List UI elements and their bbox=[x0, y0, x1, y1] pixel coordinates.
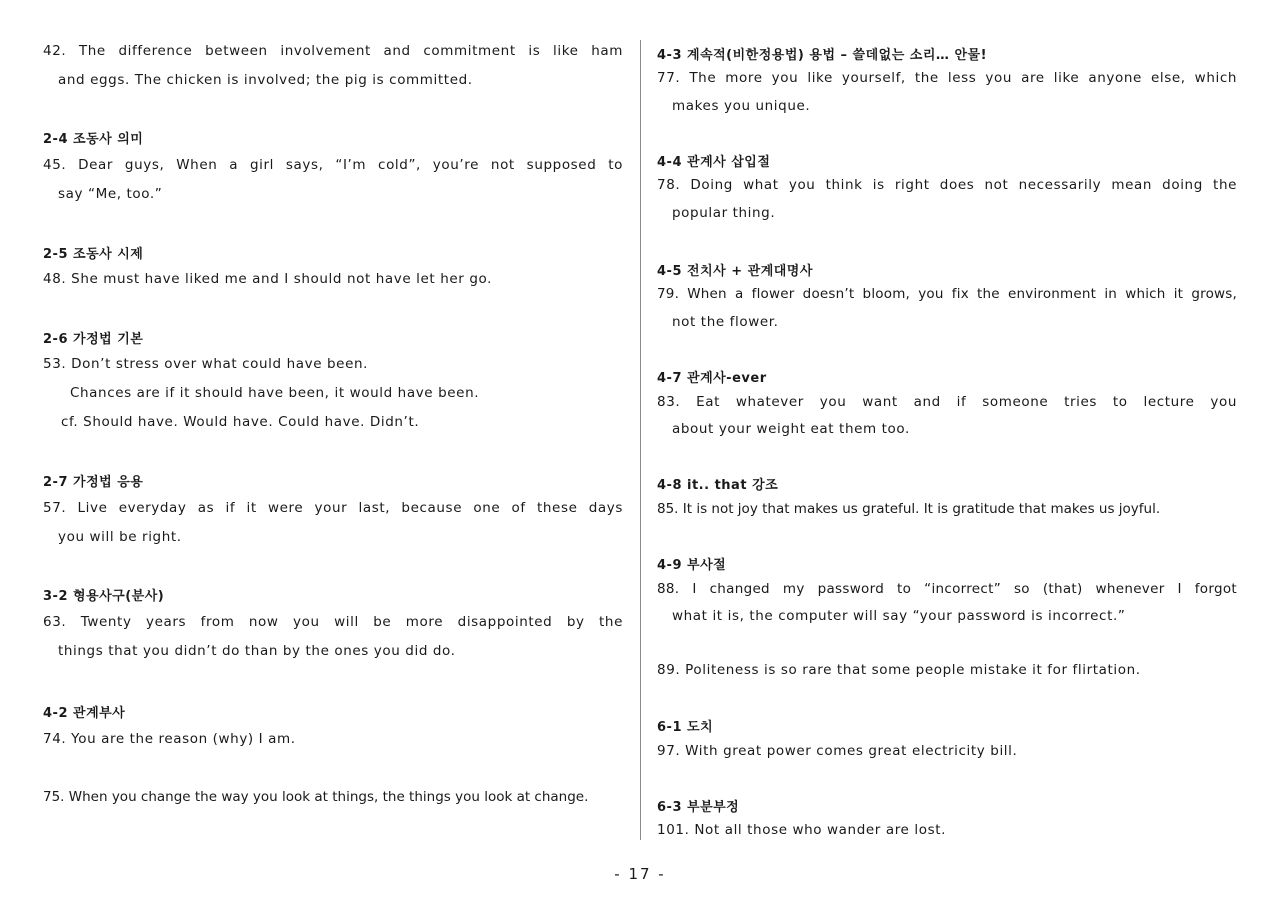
sentence-79-line-2: not the flower. bbox=[672, 314, 779, 330]
sentence-77-line-2: makes you unique. bbox=[672, 98, 811, 114]
sentence-83-line-1: 83. Eat whatever you want and if someone tries to lecture you bbox=[657, 394, 1237, 410]
sentence-97: 97. With great power comes great electricity bill. bbox=[657, 743, 1018, 759]
sentence-63-line-1: 63. Twenty years from now you will be more disappointed by the bbox=[43, 614, 623, 630]
section-heading-4-5: 4-5 전치사 + 관계대명사 bbox=[657, 264, 813, 279]
sentence-57-line-2: you will be right. bbox=[58, 529, 182, 545]
sentence-74: 74. You are the reason (why) I am. bbox=[43, 731, 296, 747]
column-divider bbox=[640, 40, 641, 840]
sentence-88-line-1: 88. I changed my password to “incorrect” so (that) whenever I forgot bbox=[657, 581, 1237, 597]
section-heading-3-2: 3-2 형용사구(분사) bbox=[43, 589, 165, 604]
sentence-101: 101. Not all those who wander are lost. bbox=[657, 822, 946, 838]
sentence-78-line-1: 78. Doing what you think is right does not necessarily mean doing the bbox=[657, 177, 1237, 193]
sentence-53-line-3: cf. Should have. Would have. Could have. Didn’t. bbox=[61, 414, 420, 430]
sentence-42-line-1: 42. The difference between involvement and commitment is like ham bbox=[43, 43, 623, 59]
section-heading-4-2: 4-2 관계부사 bbox=[43, 706, 126, 721]
sentence-48: 48. She must have liked me and I should not have let her go. bbox=[43, 271, 492, 287]
sentence-53-line-2: Chances are if it should have been, it would have been. bbox=[70, 385, 480, 401]
sentence-57-line-1: 57. Live everyday as if it were your last, because one of these days bbox=[43, 500, 623, 516]
section-heading-2-6: 2-6 가정법 기본 bbox=[43, 332, 144, 347]
sentence-85: 85. It is not joy that makes us grateful. It is gratitude that makes us joyful. bbox=[657, 501, 1161, 517]
sentence-89: 89. Politeness is so rare that some people mistake it for flirtation. bbox=[657, 662, 1141, 678]
section-heading-4-4: 4-4 관계사 삽입절 bbox=[657, 155, 771, 170]
sentence-75: 75. When you change the way you look at things, the things you look at change. bbox=[43, 789, 589, 805]
section-heading-4-9: 4-9 부사절 bbox=[657, 558, 727, 573]
page-number: - 17 - bbox=[614, 865, 666, 883]
section-heading-6-1: 6-1 도치 bbox=[657, 720, 714, 735]
section-heading-6-3: 6-3 부분부정 bbox=[657, 800, 740, 815]
section-heading-4-7: 4-7 관계사-ever bbox=[657, 371, 767, 386]
sentence-53-line-1: 53. Don’t stress over what could have been. bbox=[43, 356, 369, 372]
section-heading-4-8: 4-8 it.. that 강조 bbox=[657, 478, 779, 493]
section-heading-2-4: 2-4 조동사 의미 bbox=[43, 132, 144, 147]
sentence-83-line-2: about your weight eat them too. bbox=[672, 421, 910, 437]
sentence-78-line-2: popular thing. bbox=[672, 205, 776, 221]
sentence-45-line-1: 45. Dear guys, When a girl says, “I’m cold”, you’re not supposed to bbox=[43, 157, 623, 173]
sentence-42-line-2: and eggs. The chicken is involved; the pig is committed. bbox=[58, 72, 473, 88]
section-heading-4-3: 4-3 계속적(비한정용법) 용법 – 쓸데없는 소리… 안물! bbox=[657, 48, 987, 63]
sentence-45-line-2: say “Me, too.” bbox=[58, 186, 163, 202]
sentence-79-line-1: 79. When a flower doesn’t bloom, you fix the environment in which it grows, bbox=[657, 286, 1237, 302]
sentence-63-line-2: things that you didn’t do than by the ones you did do. bbox=[58, 643, 456, 659]
sentence-77-line-1: 77. The more you like yourself, the less you are like anyone else, which bbox=[657, 70, 1237, 86]
section-heading-2-5: 2-5 조동사 시제 bbox=[43, 247, 144, 262]
section-heading-2-7: 2-7 가정법 응용 bbox=[43, 475, 144, 490]
sentence-88-line-2: what it is, the computer will say “your password is incorrect.” bbox=[672, 608, 1126, 624]
